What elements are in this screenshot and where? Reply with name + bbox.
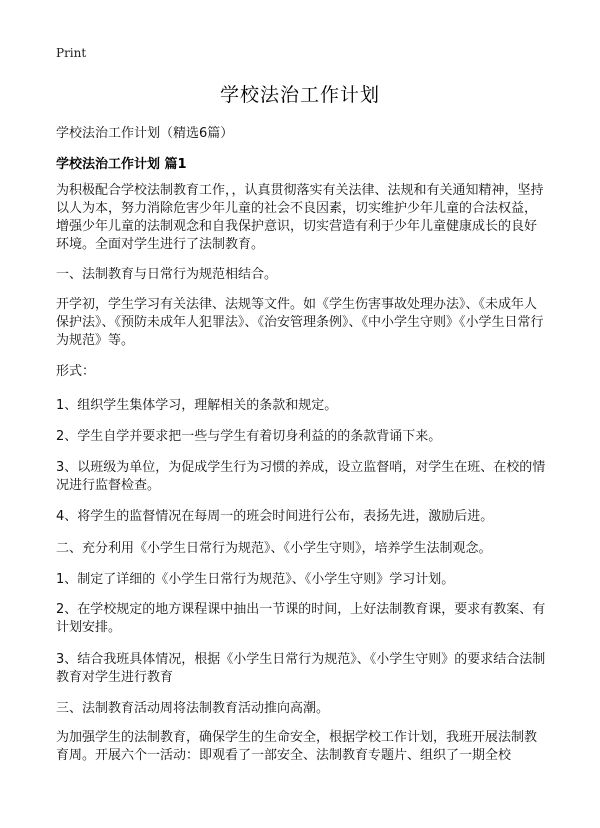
paragraph-intro: 为积极配合学校法制教育工作，，认真贯彻落实有关法律、法规和有关通知精神，坚持以人为本，努力消除危害少年儿童的社会不良因素，切实维护少年儿童的合法权益，增强少年儿童的法制观念和自我保护意识，切实营造有利于少年儿童健康成长的良好环境。全面对学生进行了法制教育。 [56, 183, 544, 252]
list-item: 3、以班级为单位，为促成学生行为习惯的养成，设立监督哨，对学生在班、在校的情况进行监督检查。 [56, 460, 546, 493]
list-item: 2、学生自学并要求把一些与学生有着切身利益的的条款背诵下来。 [56, 429, 442, 444]
paragraph: 为加强学生的法制教育，确保学生的生命安全，根据学校工作计划，我班开展法制教育周。开展六个一活动：即观看了一部安全、法制教育专题片、组织了一期全校 [56, 730, 538, 763]
print-label[interactable]: Print [56, 46, 87, 60]
list-item: 1、组织学生集体学习，理解相关的条款和规定。 [56, 398, 338, 413]
paragraph: 开学初，学生学习有关法律、法规等文件。如《学生伤害事故处理办法》、《未成年人保护法》、《预防未成年人犯罪法》、《治安管理条例》、《中小学生守则》《小学生日常行为规范》等。 [56, 297, 544, 348]
paragraph-heading-1: 一、法制教育与日常行为规范相结合。 [56, 267, 278, 282]
page-title: 学校法治工作计划 [219, 84, 380, 106]
paragraph-forms-label: 形式： [56, 364, 96, 379]
paragraph-heading-2: 二、充分利用《小学生日常行为规范》、《小学生守则》，培养学生法制观念。 [56, 541, 492, 556]
section-heading: 学校法治工作计划 篇1 [56, 157, 187, 172]
document-subtitle: 学校法治工作计划（精选6篇） [56, 126, 234, 141]
paragraph-heading-3: 三、法制教育活动周将法制教育活动推向高潮。 [56, 701, 330, 716]
list-item: 1、制定了详细的《小学生日常行为规范》、《小学生守则》学习计划。 [56, 572, 455, 587]
list-item: 2、在学校规定的地方课程课中抽出一节课的时间，上好法制教育课，要求有教案、有计划安排。 [56, 602, 546, 635]
list-item: 4、将学生的监督情况在每周一的班会时间进行公布，表扬先进，激励后进。 [56, 509, 494, 524]
list-item: 3、结合我班具体情况，根据《小学生日常行为规范》、《小学生守则》的要求结合法制教育对学生进行教育 [56, 652, 546, 685]
